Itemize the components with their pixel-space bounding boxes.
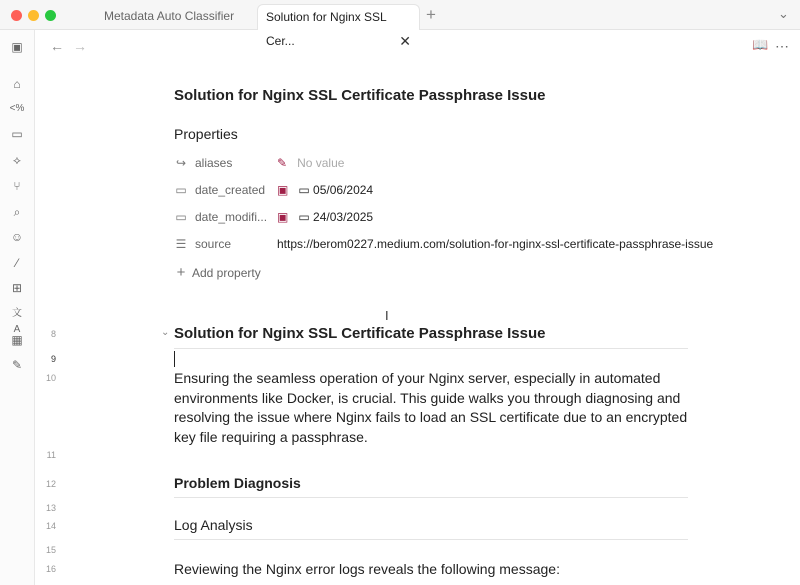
date-value[interactable]: 05/06/2024 (313, 183, 374, 197)
property-value[interactable] (277, 207, 373, 227)
sidebar-toggle-icon[interactable]: ▣ (11, 40, 23, 54)
arrow-right-icon: ↪ (175, 156, 187, 170)
reading-view-icon[interactable]: 📖 (752, 37, 769, 52)
back-icon[interactable]: ← (50, 38, 64, 54)
tab-label: Solution for Nginx SSL Cer... (266, 10, 387, 48)
property-source[interactable] (174, 234, 774, 254)
search-icon[interactable]: ⌕ (13, 205, 21, 219)
line-number: 10 (45, 373, 56, 383)
date-value[interactable]: 24/03/2025 (313, 210, 374, 224)
minimize-window-button[interactable] (28, 10, 39, 21)
close-window-button[interactable] (11, 10, 22, 21)
line-number: 15 (45, 545, 56, 555)
line-number: 16 (45, 564, 56, 574)
source-link[interactable]: https://berom0227.medium.com/solution-for-nginx-ssl-certificate-passphrase-issue (277, 237, 714, 251)
calendar-icon: ▭ (175, 183, 187, 197)
line-number: 11 (46, 450, 56, 460)
smile-icon[interactable]: ☺ (10, 230, 24, 244)
property-date-modified[interactable] (174, 207, 774, 227)
calendar-check-icon: ▣ (277, 210, 289, 224)
graph-icon[interactable]: ⟡ (13, 153, 21, 167)
property-date-created[interactable] (174, 180, 774, 200)
calendar-check-icon: ▣ (277, 183, 289, 197)
add-property-button[interactable] (174, 263, 774, 283)
property-value[interactable] (277, 153, 344, 173)
forward-icon[interactable]: → (73, 38, 87, 54)
fold-chevron-icon[interactable]: ⌄ (161, 327, 170, 338)
text-cursor-icon: I (385, 308, 389, 323)
property-aliases[interactable] (174, 153, 774, 173)
heading-2[interactable]: Problem Diagnosis (174, 475, 688, 498)
pencil-icon: ✎ (277, 156, 288, 170)
line-number: 8 (50, 329, 56, 339)
heading-3[interactable]: Log Analysis (174, 517, 688, 540)
tab-metadata-auto-classifier[interactable] (96, 4, 242, 30)
property-key: date_modifi... (195, 210, 268, 224)
property-value[interactable] (277, 180, 373, 200)
add-property-label: Add property (192, 266, 261, 280)
paragraph[interactable]: Reviewing the Nginx error logs reveals the following message: (174, 561, 560, 577)
layout-icon[interactable]: ▦ (11, 333, 23, 347)
heading-1[interactable]: Solution for Nginx SSL Certificate Passphrase Issue (174, 325, 688, 349)
line-number: 12 (45, 479, 56, 489)
title-bar (0, 0, 800, 49)
new-tab-icon[interactable]: + (426, 5, 436, 24)
comment-icon[interactable]: ▭ (11, 127, 23, 141)
left-ribbon (0, 30, 35, 585)
property-key: aliases (195, 156, 233, 170)
more-options-icon[interactable]: ⋯ (775, 38, 789, 54)
property-key: source (195, 237, 232, 251)
book-icon[interactable]: ⊞ (11, 281, 23, 295)
line-number: 9 (50, 354, 56, 364)
pen-icon[interactable]: ✎ (11, 358, 23, 372)
chevron-down-icon[interactable]: ⌄ (778, 6, 789, 21)
line-number: 14 (45, 521, 56, 531)
close-tab-icon[interactable]: ✕ (399, 33, 411, 49)
home-icon[interactable]: ⌂ (13, 77, 21, 91)
calendar-icon: ▭ (175, 210, 187, 224)
property-key: date_created (195, 183, 266, 197)
calendar-icon: ▭ (298, 210, 310, 224)
no-value-text: No value (297, 156, 345, 170)
note-title[interactable]: Solution for Nginx SSL Certificate Passphrase Issue (174, 87, 546, 104)
plus-icon: + (176, 264, 186, 281)
maximize-window-button[interactable] (45, 10, 56, 21)
list-icon: ☰ (175, 237, 187, 251)
tab-solution-nginx[interactable] (257, 4, 420, 49)
line-number: 13 (45, 503, 56, 513)
tab-label: Metadata Auto Classifier (104, 9, 235, 23)
git-icon[interactable]: ⑂ (13, 179, 21, 193)
calendar-icon: ▭ (298, 183, 310, 197)
text-caret (174, 351, 175, 367)
code-icon[interactable]: <% (9, 103, 25, 114)
properties-heading: Properties (174, 126, 238, 142)
magic-wand-icon[interactable]: ⁄ (15, 256, 18, 270)
translate-icon[interactable]: 文A (12, 308, 22, 335)
intro-paragraph[interactable]: Ensuring the seamless operation of your Nginx server, especially in automated environments like Docker, is crucial. This guide walks you through diagnosing and resolving the issue where Nginx fails to load an SSL certificate due to an encrypted key file requiring a passphrase. (174, 370, 688, 445)
